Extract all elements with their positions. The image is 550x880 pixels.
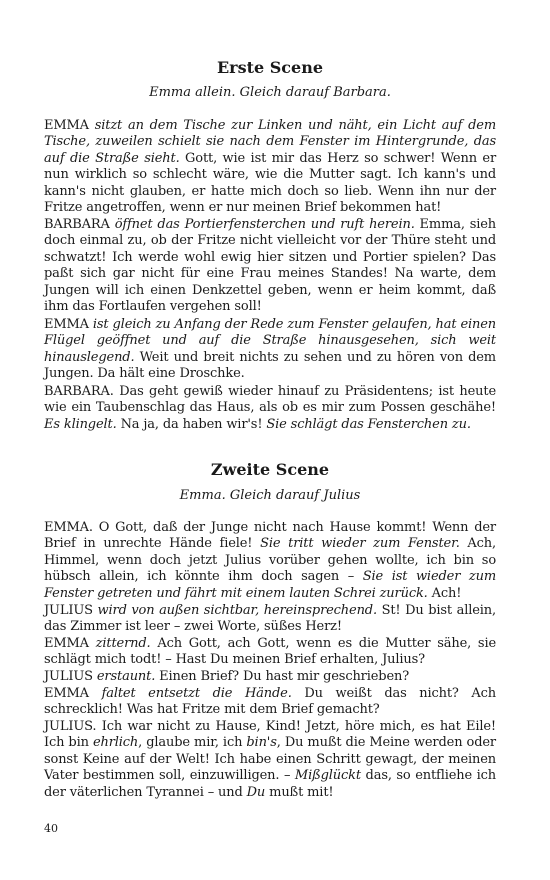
dialogue-text: , Du mußt die Meine werden oder sonst Keine auf der Welt! Ich habe einen Schritt gewagt, der meinen Vater bestimmen soll, einzuwilligen. – — [44, 735, 496, 784]
page-number: 40 — [44, 822, 58, 835]
stage-direction-text: zitternd. — [95, 636, 151, 651]
scene-1-stage-direction: Emma allein. Gleich darauf Barbara. — [149, 85, 391, 100]
dialogue-text: BARBARA. Das geht gewiß wieder hinauf zu Präsidentens; ist heute wie ein Taubenschlag das Haus, als ob es mir zum Possen geschähe! — [44, 384, 496, 416]
stage-direction-text: faltet entsetzt die Hände. — [101, 686, 292, 701]
stage-direction-text: Es klingelt. — [44, 416, 117, 432]
dialogue-text: Weit und breit nichts zu sehen und zu hören von dem Jungen. Da hält eine Droschke. — [44, 349, 496, 382]
stage-direction-text: bin's — [246, 735, 277, 751]
dialogue-text: EMMA — [44, 686, 102, 701]
dialogue-text: Na ja, da haben wir's! — [116, 416, 267, 432]
stage-direction-text: ehrlich — [92, 735, 139, 751]
stage-direction-text: Sie schlägt das Fensterchen zu. — [266, 416, 471, 432]
dialogue-text: JULIUS — [44, 669, 97, 684]
scene-1-heading: Erste Scene — [216, 58, 324, 77]
dialogue-text: Ach Gott, ach Gott, wenn es die Mutter sähe, sie schlägt mich todt! – Hast Du meinen Brief erhalten, Julius? — [44, 636, 496, 668]
stage-direction-text: Sie ist wieder zum Fenster getreten und fährt mit einem lauten Schrei zurück. — [44, 569, 496, 601]
stage-direction-text: erstaunt. — [96, 669, 156, 684]
dialogue-text: JULIUS. Ich war nicht zu Hause, Kind! Jetzt, höre mich, es hat Eile! Ich bin — [44, 719, 496, 751]
dialogue-text: Ach! — [427, 585, 462, 601]
dialogue-text: EMMA — [44, 636, 96, 651]
dialogue-text: mußt mit! — [265, 784, 334, 800]
stage-direction-text: ist gleich zu Anfang der Rede zum Fenster gelaufen, hat einen Flügel geöffnet und auf die Straße hinausgesehen, sich weit hinauslegend. — [44, 317, 496, 365]
scene-2-paragraph — [44, 520, 496, 602]
dialogue-text: Emma, sieh doch einmal zu, ob der Fritze nicht vielleicht vor der Thüre steht und schwatzt! Ich werde wohl ewig hier sitzen und Portier spielen? Das paßt sich gar nicht für eine Frau meines Standes! Na warte, dem Jungen will ich einen Denkzettel geben, wenn er heim kommt, daß ihm das Fortlaufen vergehen soll! — [44, 217, 497, 315]
scene-2-paragraph — [44, 719, 496, 801]
dialogue-text: BARBARA — [44, 217, 115, 232]
scene-2-paragraph — [44, 686, 496, 719]
scene-2-stage-direction: Emma. Gleich darauf Julius — [179, 488, 361, 503]
scene-2-heading: Zweite Scene — [210, 460, 330, 479]
stage-direction-text: Du — [246, 784, 266, 800]
scene-2-paragraph — [44, 636, 496, 669]
dialogue-text: Gott, wie ist mir das Herz so schwer! Wenn er nun wirklich so schlecht wäre, wie die Mutter sagt. Ich kann's und kann's nicht glauben, er hatte mich doch so lieb. Wenn ihn nur der Fritze angetroffen, wenn er nur meinen Brief bekommen hat! — [44, 150, 497, 216]
dialogue-text: , glaube mir, ich — [138, 735, 247, 751]
dialogue-text: EMMA. O Gott, daß der Junge nicht nach Hause kommt! Wenn der Brief in unrechte Hände fiele! — [44, 520, 496, 552]
scene-1-paragraph — [44, 118, 496, 216]
scene-1-paragraph — [44, 217, 496, 315]
stage-direction-text: sitzt an dem Tische zur Linken und näht, ein Licht auf dem Tische, zuweilen schielt sie nach dem Fenster im Hintergrunde, das auf die Straße sieht. — [44, 118, 496, 166]
dialogue-text: Du weißt das nicht? Ach schrecklich! Was hat Fritze mit dem Brief gemacht? — [44, 686, 497, 718]
scene-1-paragraph — [44, 384, 496, 433]
stage-direction-text: Mißglückt — [294, 768, 361, 784]
stage-direction-text: öffnet das Portierfensterchen und ruft herein. — [114, 217, 415, 232]
scene-1-paragraph — [44, 317, 496, 383]
dialogue-text: EMMA — [44, 317, 93, 332]
dialogue-text: St! Du bist allein, das Zimmer ist leer – zwei Worte, süßes Herz! — [44, 603, 496, 635]
scene-2-paragraph — [44, 669, 496, 685]
stage-direction-text: wird von außen sichtbar, hereinsprechend. — [97, 603, 377, 618]
dialogue-text: Einen Brief? Du hast mir geschrieben? — [155, 669, 410, 684]
stage-direction-text: Sie tritt wieder zum Fenster. — [260, 536, 460, 552]
scene-2-paragraph — [44, 603, 496, 636]
dialogue-text: JULIUS — [44, 603, 98, 618]
dialogue-text: EMMA — [44, 118, 95, 133]
dialogue-text: das, so entfliehe ich der väterlichen Tyrannei – und — [44, 768, 496, 800]
dialogue-text: Ach, Himmel, wenn doch jetzt Julius vorüber gehen wollte, ich bin so hübsch allein, ich könnte ihm doch sagen – — [44, 536, 496, 585]
